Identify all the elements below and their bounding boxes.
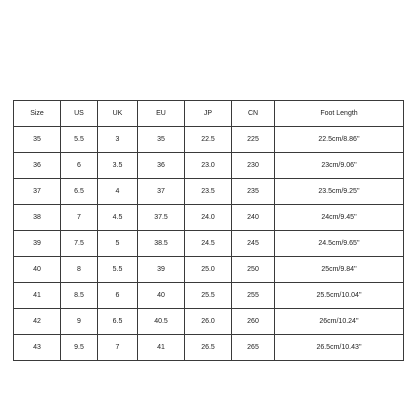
jp-cell: 23.5 — [185, 179, 232, 205]
table-row — [14, 153, 404, 179]
size-cell: 41 — [14, 283, 61, 309]
us-cell: 9.5 — [61, 335, 98, 361]
cn-cell: 240 — [232, 205, 275, 231]
cn-cell: 230 — [232, 153, 275, 179]
uk-cell: 3 — [98, 127, 138, 153]
eu-cell: 36 — [138, 153, 185, 179]
jp-cell: 23.0 — [185, 153, 232, 179]
eu-cell: 41 — [138, 335, 185, 361]
eu-cell: 37 — [138, 179, 185, 205]
eu-cell: 35 — [138, 127, 185, 153]
jp-cell: 25.5 — [185, 283, 232, 309]
table-row — [14, 127, 404, 153]
foot-length-cell: 23.5cm/9.25'' — [275, 179, 404, 205]
uk-cell: 5 — [98, 231, 138, 257]
size-cell: 38 — [14, 205, 61, 231]
size-cell: 37 — [14, 179, 61, 205]
table-row — [14, 257, 404, 283]
eu-cell: 40.5 — [138, 309, 185, 335]
size-cell: 39 — [14, 231, 61, 257]
jp-cell: 26.5 — [185, 335, 232, 361]
size-cell: 36 — [14, 153, 61, 179]
cn-cell: 250 — [232, 257, 275, 283]
table-row — [14, 335, 404, 361]
cn-cell: 255 — [232, 283, 275, 309]
size-chart-body — [14, 101, 404, 361]
table-row — [14, 309, 404, 335]
eu-cell: 38.5 — [138, 231, 185, 257]
us-cell: 8.5 — [61, 283, 98, 309]
header-us: US — [61, 101, 98, 127]
eu-cell: 39 — [138, 257, 185, 283]
foot-length-cell: 24.5cm/9.65'' — [275, 231, 404, 257]
foot-length-cell: 22.5cm/8.86'' — [275, 127, 404, 153]
eu-cell: 37.5 — [138, 205, 185, 231]
us-cell: 6.5 — [61, 179, 98, 205]
jp-cell: 25.0 — [185, 257, 232, 283]
header-foot-length: Foot Length — [275, 101, 404, 127]
foot-length-cell: 25.5cm/10.04'' — [275, 283, 404, 309]
header-jp: JP — [185, 101, 232, 127]
uk-cell: 5.5 — [98, 257, 138, 283]
foot-length-cell: 26.5cm/10.43'' — [275, 335, 404, 361]
header-eu: EU — [138, 101, 185, 127]
foot-length-cell: 23cm/9.06'' — [275, 153, 404, 179]
cn-cell: 235 — [232, 179, 275, 205]
jp-cell: 24.0 — [185, 205, 232, 231]
eu-cell: 40 — [138, 283, 185, 309]
foot-length-cell: 25cm/9.84'' — [275, 257, 404, 283]
us-cell: 5.5 — [61, 127, 98, 153]
cn-cell: 265 — [232, 335, 275, 361]
uk-cell: 7 — [98, 335, 138, 361]
header-uk: UK — [98, 101, 138, 127]
cn-cell: 245 — [232, 231, 275, 257]
header-cn: CN — [232, 101, 275, 127]
table-header-row — [14, 101, 404, 127]
us-cell: 7 — [61, 205, 98, 231]
foot-length-cell: 26cm/10.24'' — [275, 309, 404, 335]
jp-cell: 26.0 — [185, 309, 232, 335]
jp-cell: 22.5 — [185, 127, 232, 153]
table-row — [14, 283, 404, 309]
cn-cell: 225 — [232, 127, 275, 153]
size-cell: 43 — [14, 335, 61, 361]
uk-cell: 6 — [98, 283, 138, 309]
us-cell: 7.5 — [61, 231, 98, 257]
uk-cell: 4.5 — [98, 205, 138, 231]
jp-cell: 24.5 — [185, 231, 232, 257]
header-size: Size — [14, 101, 61, 127]
uk-cell: 3.5 — [98, 153, 138, 179]
us-cell: 8 — [61, 257, 98, 283]
size-cell: 35 — [14, 127, 61, 153]
table-row — [14, 179, 404, 205]
us-cell: 6 — [61, 153, 98, 179]
foot-length-cell: 24cm/9.45'' — [275, 205, 404, 231]
table-row — [14, 205, 404, 231]
uk-cell: 6.5 — [98, 309, 138, 335]
cn-cell: 260 — [232, 309, 275, 335]
table-row — [14, 231, 404, 257]
uk-cell: 4 — [98, 179, 138, 205]
size-cell: 40 — [14, 257, 61, 283]
us-cell: 9 — [61, 309, 98, 335]
size-cell: 42 — [14, 309, 61, 335]
size-chart-table — [13, 100, 404, 361]
